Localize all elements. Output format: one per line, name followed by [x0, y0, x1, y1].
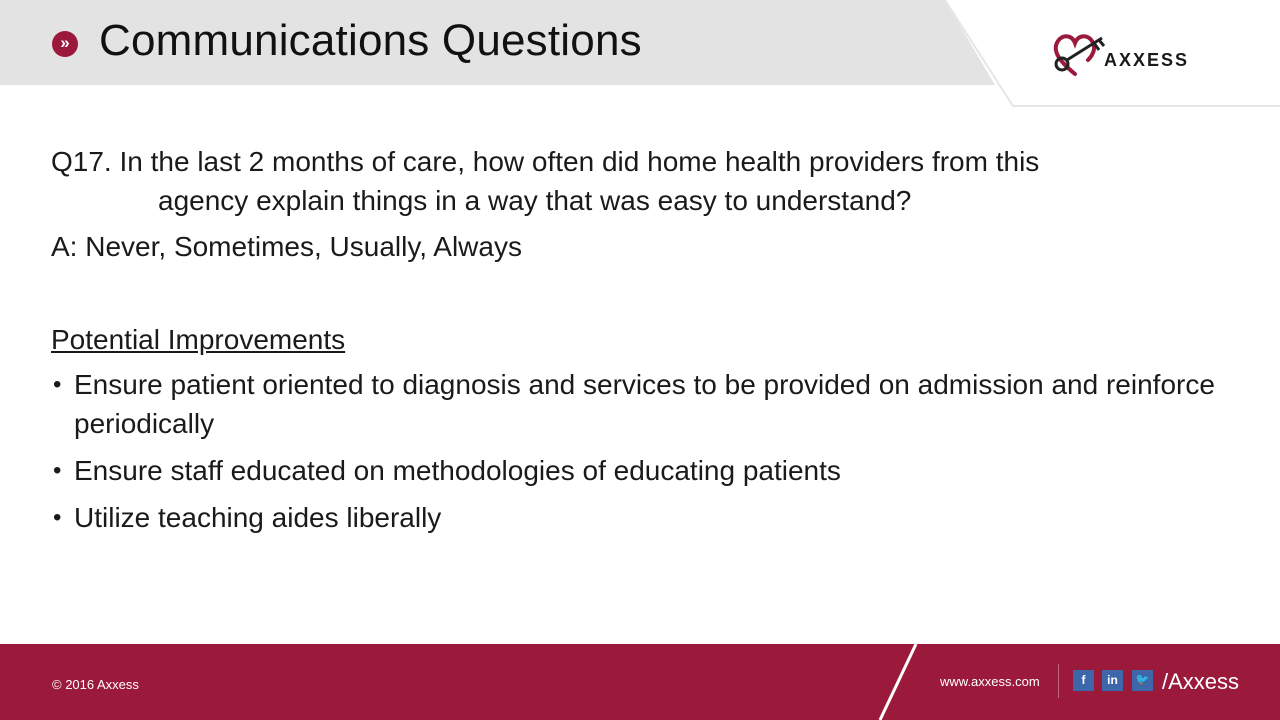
list-item-text: Utilize teaching aides liberally — [74, 502, 442, 533]
slide-content — [51, 142, 1241, 545]
bullet-icon: • — [53, 457, 62, 484]
twitter-icon[interactable]: 🐦 — [1132, 670, 1153, 691]
question-line-2: agency explain things in a way that was easy to understand? — [158, 185, 912, 216]
bullet-icon: • — [53, 504, 62, 531]
improvements-heading: Potential Improvements — [51, 324, 346, 355]
list-item — [51, 451, 1241, 490]
double-chevron-icon: » — [52, 31, 78, 57]
list-item — [51, 365, 1241, 443]
list-item-text: Ensure patient oriented to diagnosis and services to be provided on admission and reinforce periodically — [74, 369, 1215, 439]
question-line-1: Q17. In the last 2 months of care, how often did home health providers from this — [51, 146, 1040, 177]
linkedin-icon[interactable]: in — [1102, 670, 1123, 691]
facebook-icon[interactable]: f — [1073, 670, 1094, 691]
bullet-icon: • — [53, 371, 62, 398]
page-title: Communications Questions — [99, 16, 642, 65]
logo-text: AXXESS — [1104, 50, 1190, 70]
footer-divider — [1058, 664, 1059, 698]
copyright-text: © 2016 Axxess — [52, 677, 139, 692]
answer-options: A: Never, Sometimes, Usually, Always — [51, 231, 522, 262]
list-item-text: Ensure staff educated on methodologies of educating patients — [74, 455, 841, 486]
improvements-list — [51, 365, 1241, 537]
social-handle[interactable]: /Axxess — [1162, 669, 1240, 694]
website-link[interactable]: www.axxess.com — [940, 674, 1040, 689]
list-item — [51, 498, 1241, 537]
